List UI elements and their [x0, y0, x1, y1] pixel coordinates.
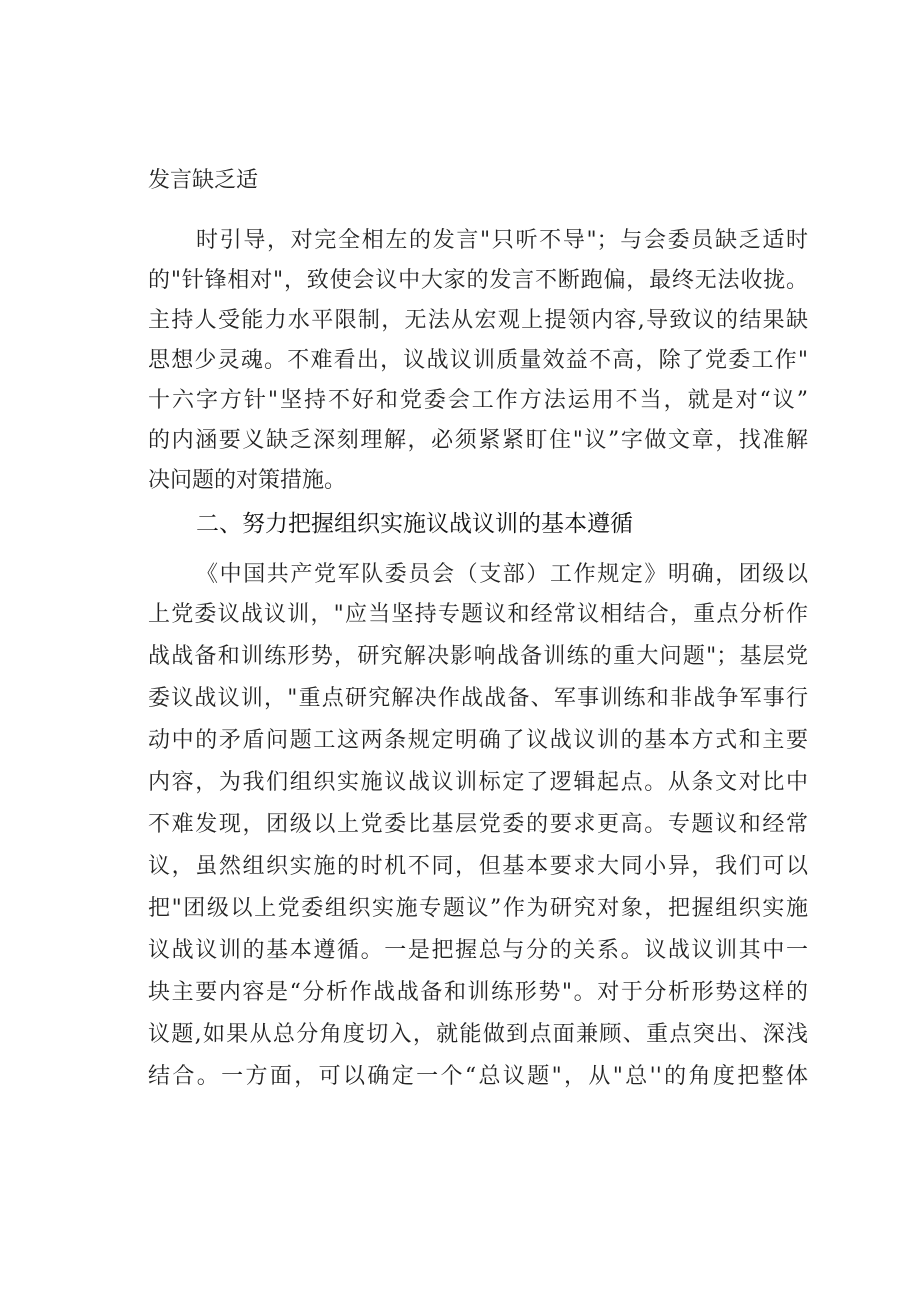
text-line: 动中的矛盾问题工这两条规定明确了议战议训的基本方式和主要: [148, 728, 808, 753]
text-line: 战战备和训练形势，研究解决影响战备训练的重大问题"；基层党: [148, 644, 808, 669]
text-line: 发言缺乏适: [148, 168, 259, 193]
text-line: 议战议训的基本遵循。一是把握总与分的关系。议战议训其中一: [148, 938, 808, 963]
text-line: 《中国共产党军队委员会（支部）工作规定》明确，团级以: [196, 562, 808, 587]
text-line: 思想少灵魂。不难看出，议战议训质量效益不高，除了党委工作": [148, 348, 808, 373]
text-line: 委议战议训，"重点研究解决作战战备、军事训练和非战争军事行: [148, 686, 808, 711]
section-heading: 二、努力把握组织实施议战议训的基本遵循: [196, 511, 633, 537]
text-line: 主持人受能力水平限制，无法从宏观上提领内容,导致议的结果缺: [148, 308, 808, 333]
text-line: 议题,如果从总分角度切入，就能做到点面兼顾、重点突出、深浅: [148, 1022, 808, 1047]
text-line: 决问题的对策措施。: [148, 468, 347, 493]
text-line: 的"针锋相对"，致使会议中大家的发言不断跑偏，最终无法收拢。: [148, 268, 808, 293]
text-line: 上党委议战议训，"应当坚持专题议和经常议相结合，重点分析作: [148, 602, 808, 627]
text-line: 的内涵要义缺乏深刻理解，必须紧紧盯住"议”字做文章，找准解: [148, 428, 808, 453]
text-line: 时引导，对完全相左的发言"只听不导"；与会委员缺乏适时: [196, 228, 808, 253]
text-line: 结合。一方面，可以确定一个“总议题"，从"总''的角度把整体: [148, 1064, 808, 1089]
text-line: 内容，为我们组织实施议战议训标定了逻辑起点。从条文对比中: [148, 770, 808, 795]
text-line: 十六字方针"坚持不好和党委会工作方法运用不当，就是对“议”: [148, 388, 808, 413]
text-line: 议，虽然组织实施的时机不同，但基本要求大同小异，我们可以: [148, 854, 808, 879]
text-line: 块主要内容是“分析作战战备和训练形势"。对于分析形势这样的: [148, 980, 808, 1005]
text-line: 把"团级以上党委组织实施专题议”作为研究对象，把握组织实施: [148, 896, 808, 921]
text-line: 不难发现，团级以上党委比基层党委的要求更高。专题议和经常: [148, 812, 808, 837]
